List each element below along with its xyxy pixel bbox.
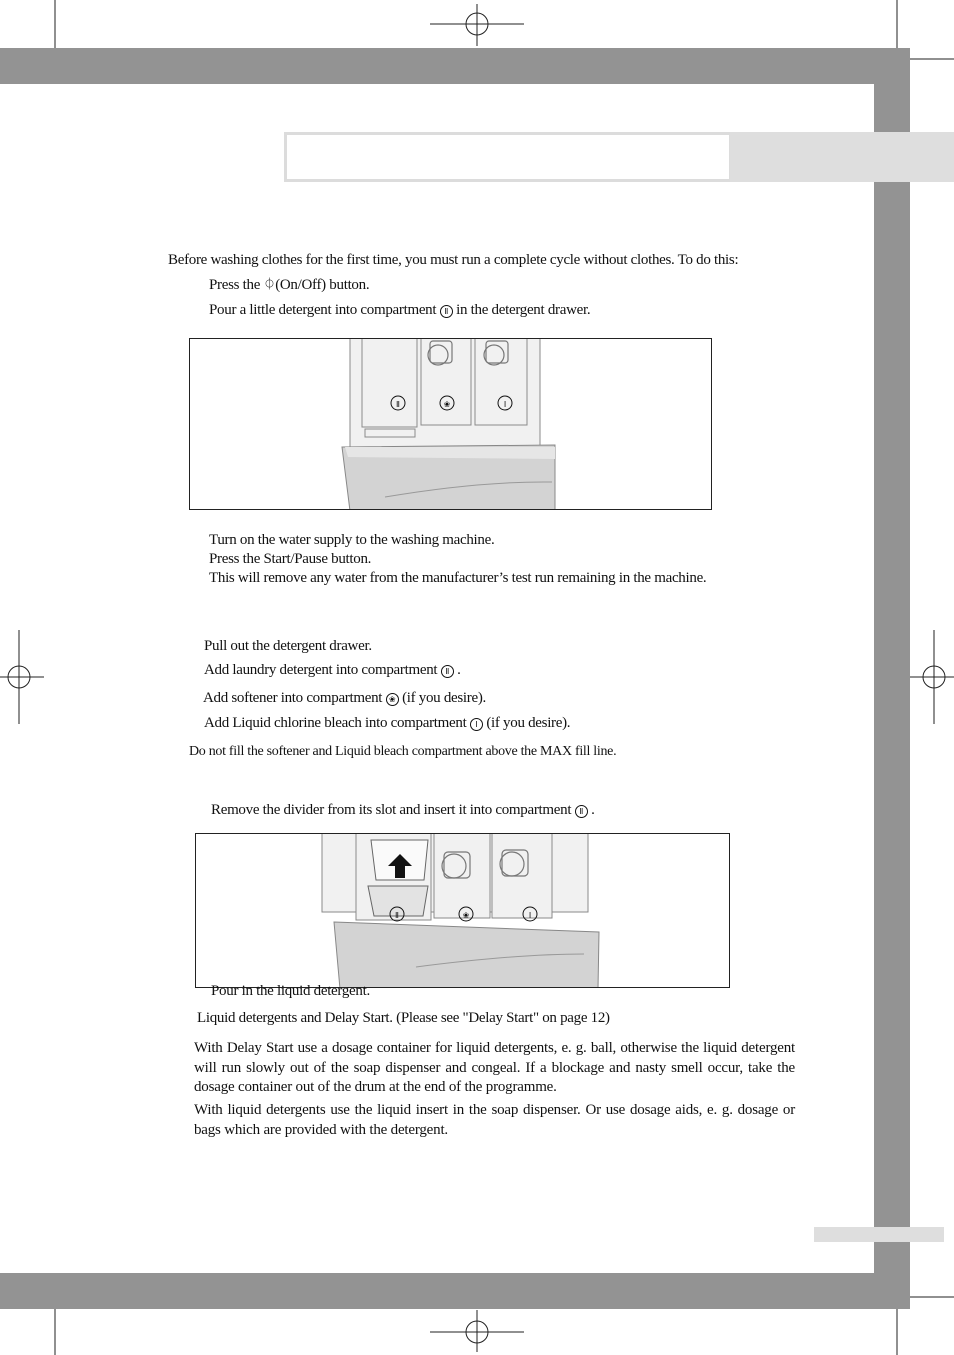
section-header-tab	[730, 132, 954, 182]
svg-text:Ⅰ: Ⅰ	[528, 911, 532, 920]
right-band	[874, 48, 910, 1308]
prewash-icon: Ⅰ	[470, 718, 483, 731]
section-header-box	[284, 132, 732, 182]
add-pull: Pull out the detergent drawer.	[204, 638, 372, 654]
liquid-divider: Remove the divider from its slot and insert it into compartment Ⅱ .	[211, 802, 595, 818]
svg-text:Ⅰ: Ⅰ	[503, 400, 507, 409]
power-icon: ⏀	[263, 277, 276, 291]
liquid-pour: Pour in the liquid detergent.	[211, 983, 370, 999]
svg-text:❀: ❀	[462, 911, 470, 920]
page-number-tab	[814, 1227, 944, 1242]
softener-icon: ❀	[386, 693, 399, 706]
step-power: Press the ⏀(On/Off) button.	[209, 277, 370, 293]
add-bleach: Add Liquid chlorine bleach into compartment Ⅰ (if you desire).	[204, 715, 571, 731]
main-wash-icon: Ⅱ	[441, 665, 454, 678]
add-note: Do not fill the softener and Liquid bleach compartment above the MAX fill line.	[189, 744, 617, 759]
intro-text: Before washing clothes for the first time, you must run a complete cycle without clothes. To do this:	[168, 252, 739, 268]
step-start: Press the Start/Pause button.	[209, 551, 372, 567]
add-softener: Add softener into compartment ❀ (if you desire).	[203, 690, 486, 706]
bottom-band	[0, 1273, 910, 1309]
add-laundry: Add laundry detergent into compartment Ⅱ .	[204, 662, 461, 678]
main-wash-icon: Ⅱ	[440, 305, 453, 318]
top-band	[0, 48, 910, 84]
svg-text:Ⅱ: Ⅱ	[395, 911, 399, 920]
delay-heading: Liquid detergents and Delay Start. (Please see "Delay Start" on page 12)	[197, 1010, 610, 1026]
detergent-drawer-figure	[189, 338, 712, 510]
svg-text:❀: ❀	[443, 400, 451, 409]
step-remove: This will remove any water from the manufacturer’s test run remaining in the machine.	[209, 570, 707, 586]
liquid-insert-figure	[195, 833, 730, 988]
step-pour: Pour a little detergent into compartment Ⅱ in the detergent drawer.	[209, 302, 591, 318]
delay-paragraph-1: With Delay Start use a dosage container for liquid detergents, e. g. ball, otherwise the liquid detergent will run slowly out of the soap dispenser and congeal. If a blockage and nasty smell occur, take the dosage container out of the drum at the end of the programme.	[194, 1040, 795, 1095]
step-water: Turn on the water supply to the washing machine.	[209, 532, 495, 548]
main-wash-icon: Ⅱ	[575, 805, 588, 818]
delay-paragraph-2: With liquid detergents use the liquid insert in the soap dispenser. Or use dosage aids, e. g. dosage or bags which are provided with the detergent.	[194, 1102, 795, 1138]
svg-text:Ⅱ: Ⅱ	[396, 400, 400, 409]
